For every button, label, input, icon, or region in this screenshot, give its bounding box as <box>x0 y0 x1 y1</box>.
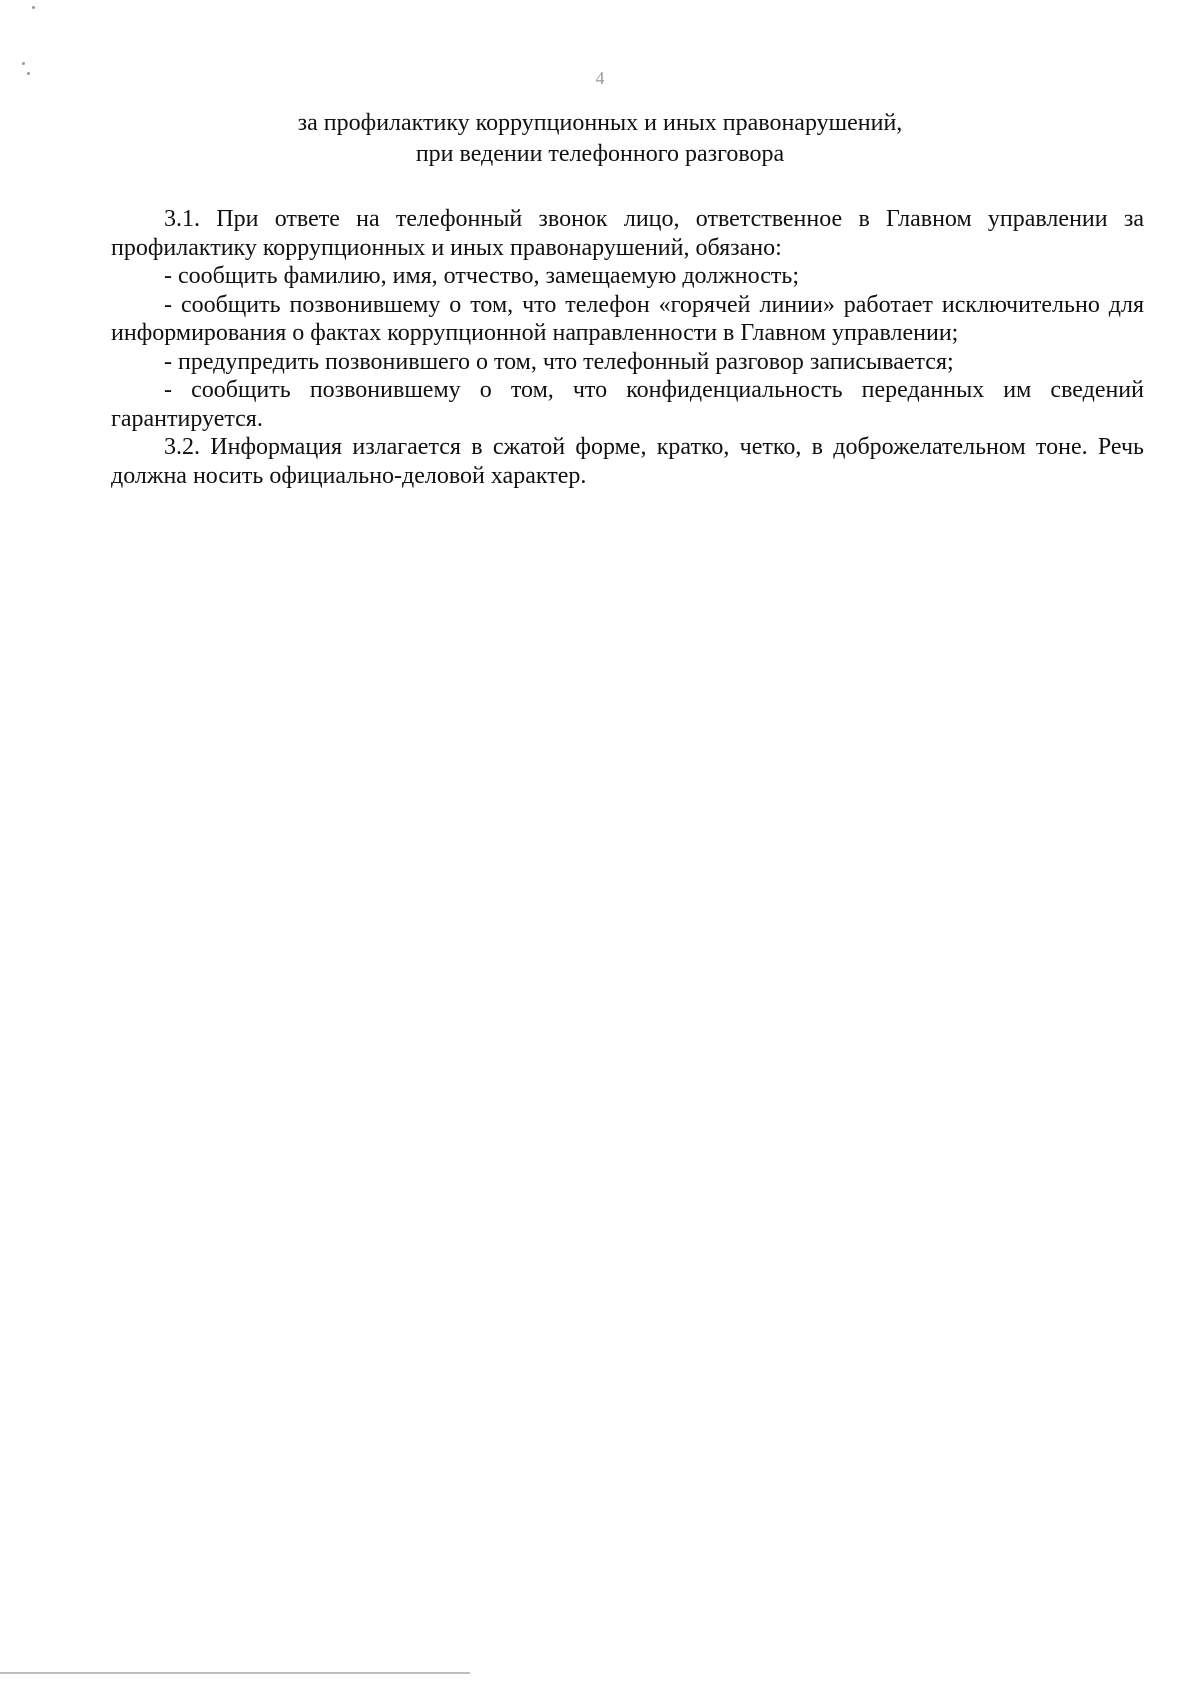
list-item: - сообщить фамилию, имя, отчество, замещаемую должность; <box>164 263 799 289</box>
section-heading-line: за профилактику коррупционных и иных правонарушений, <box>297 110 903 136</box>
list-item: - сообщить позвонившему о том, что конфиденциальность переданных им сведений гарантируется. <box>111 377 1144 432</box>
paragraph-3-2: 3.2. Информация излагается в сжатой форме, кратко, четко, в доброжелательном тоне. Речь должна носить официально-деловой характер. <box>111 434 1144 489</box>
scan-speck <box>32 6 35 9</box>
page-number: 4 <box>595 68 605 88</box>
section-heading-line: при ведении телефонного разговора <box>415 141 785 167</box>
scan-speck <box>22 62 25 65</box>
section-heading <box>230 108 970 170</box>
list-item: - предупредить позвонившего о том, что телефонный разговор записывается; <box>164 348 954 375</box>
paragraph-3-1: 3.1. При ответе на телефонный звонок лицо, ответственное в Главном управлении за профилактику коррупционных и иных правонарушений, обязано: <box>111 206 1144 261</box>
document-body <box>111 205 1144 490</box>
list-item: - сообщить позвонившему о том, что телефон «горячей линии» работает исключительно для информирования о фактах коррупционной направленности в Главном управлении; <box>111 291 1144 346</box>
scan-edge-line <box>0 1672 470 1674</box>
